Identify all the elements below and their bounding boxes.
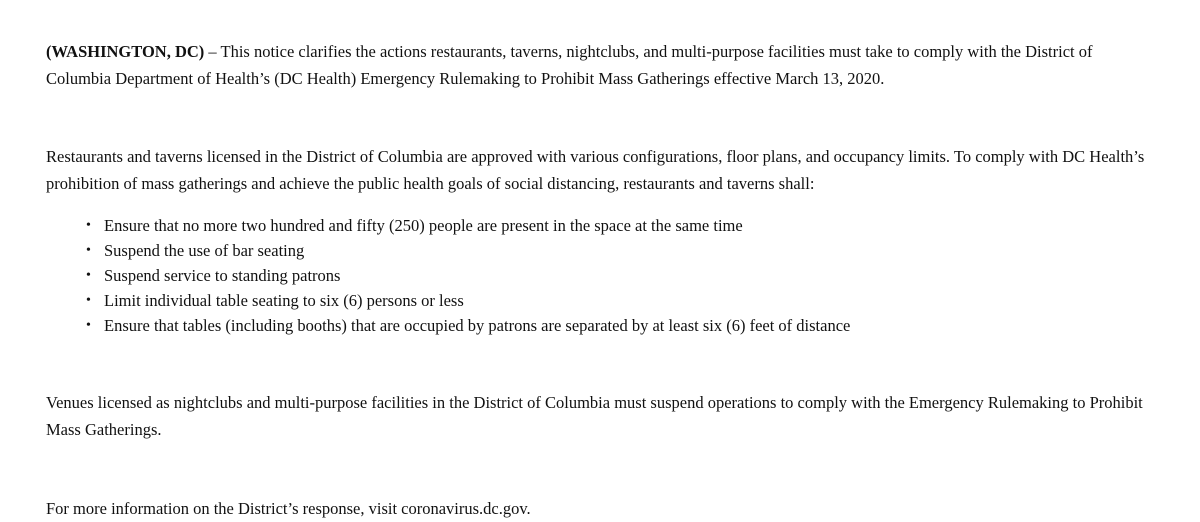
more-info-paragraph: For more information on the District’s response, visit coronavirus.dc.gov. xyxy=(46,499,531,518)
intro-text: – This notice clarifies the actions restaurants, taverns, nightclubs, and multi-purpose facilities must take to comply with the District of Columbia Department of Health’s (DC Health) Emergency Rulemaking to Prohibit Mass Gatherings effective March 13, 2020. xyxy=(46,42,1093,88)
bullet-icon: • xyxy=(86,218,91,233)
restaurants-paragraph: Restaurants and taverns licensed in the District of Columbia are approved with various configurations, floor plans, and occupancy limits. To comply with DC Health’s prohibition of mass gatherings and achieve the public health goals of social distancing, restaurants and taverns shall: xyxy=(46,147,1145,193)
intro-paragraph xyxy=(46,38,1146,92)
list-item xyxy=(86,313,1146,338)
list-item-text: Suspend service to standing patrons xyxy=(104,266,341,285)
list-item-text: Limit individual table seating to six (6) persons or less xyxy=(104,291,464,310)
list-item xyxy=(86,263,1146,288)
notice-document xyxy=(46,38,1146,522)
requirements-list xyxy=(46,213,1146,338)
bullet-icon: • xyxy=(86,293,91,308)
venues-paragraph: Venues licensed as nightclubs and multi-purpose facilities in the District of Columbia must suspend operations to comply with the Emergency Rulemaking to Prohibit Mass Gatherings. xyxy=(46,393,1143,439)
list-item xyxy=(86,288,1146,313)
bullet-icon: • xyxy=(86,318,91,333)
dateline: (WASHINGTON, DC) xyxy=(46,42,205,61)
list-item-text: Ensure that no more two hundred and fifty (250) people are present in the space at the same time xyxy=(104,216,743,235)
list-item xyxy=(86,213,1146,238)
bullet-icon: • xyxy=(86,243,91,258)
list-item-text: Suspend the use of bar seating xyxy=(104,241,305,260)
list-item xyxy=(86,238,1146,263)
bullet-icon: • xyxy=(86,268,91,283)
list-item-text: Ensure that tables (including booths) that are occupied by patrons are separated by at least six (6) feet of distance xyxy=(104,316,851,335)
